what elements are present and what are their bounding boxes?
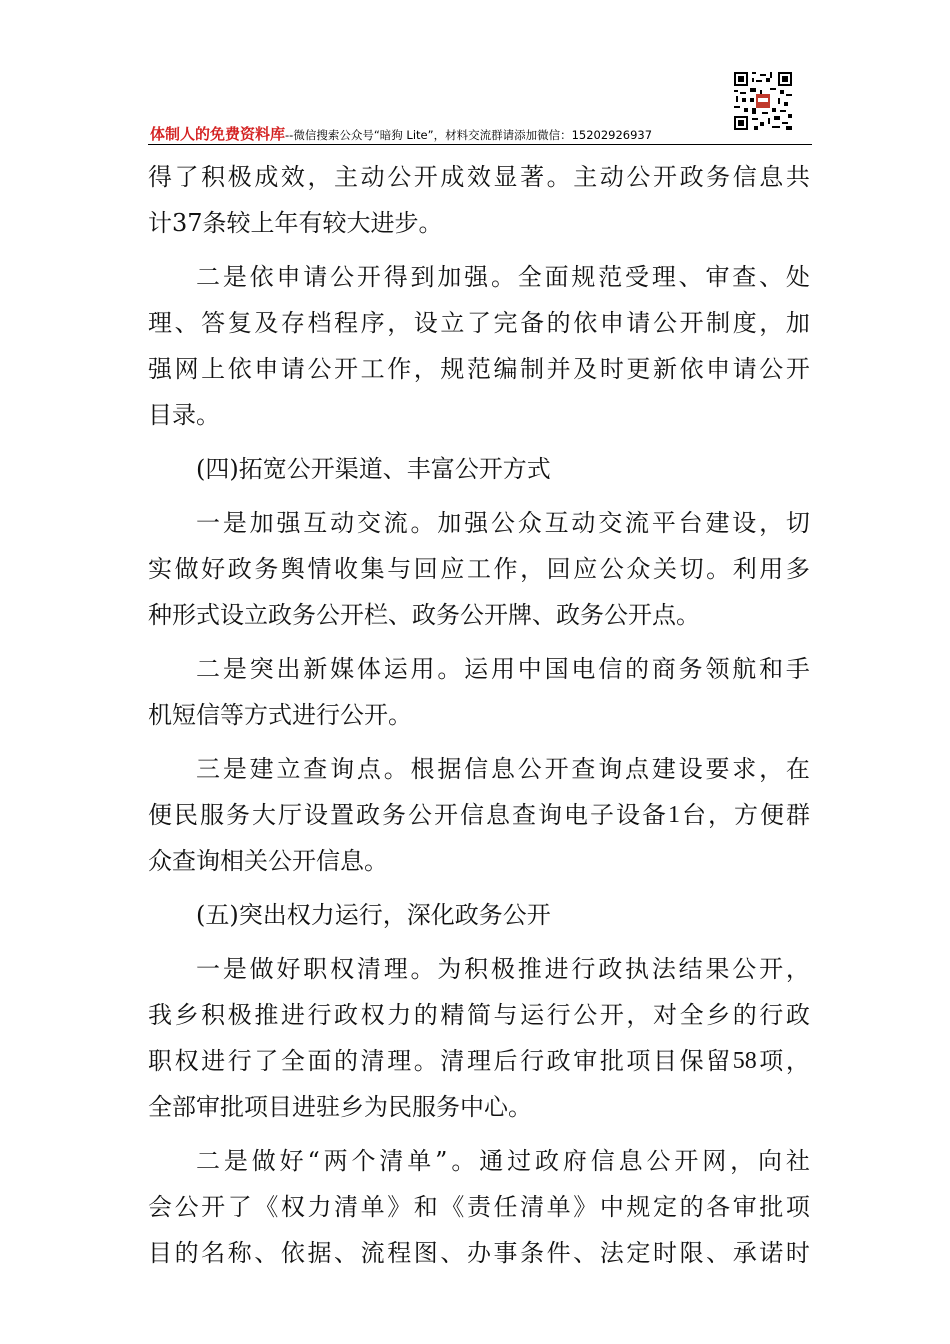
text-line: 会 公 开 了 《 权 力 清 单 》 和 《 责 任 清 单 》 中 规 定 的 各 审 批 项 xyxy=(148,1193,810,1221)
text-line: 便 民 服 务 大 厅 设 置 政 务 公 开 信 息 查 询 电 子 设 备 1 台 ， 方 便 群 xyxy=(148,801,810,829)
paragraph xyxy=(148,1138,810,1276)
text-line: 计37条较上年有较大进步。 xyxy=(148,209,443,237)
text-line: 职 权 进 行 了 全 面 的 清 理 。 清 理 后 行 政 审 批 项 目 保 留 58 项 ， xyxy=(148,1047,810,1075)
header-divider xyxy=(148,144,812,145)
text-line: 二 是 突 出 新 媒 体 运 用 。 运 用 中 国 电 信 的 商 务 领 航 和 手 xyxy=(196,655,810,683)
header-tagline: --微信搜索公众号“暗狗 Lite”，材料交流群请添加微信：15202926937 xyxy=(285,128,653,142)
paragraph xyxy=(148,154,810,246)
section-heading xyxy=(148,446,810,492)
text-line: 一 是 做 好 职 权 清 理 。 为 积 极 推 进 行 政 执 法 结 果 公 开 ， xyxy=(196,955,810,983)
text-line: 目录。 xyxy=(148,401,220,429)
text-line: 我 乡 积 极 推 进 行 政 权 力 的 精 简 与 运 行 公 开 ， 对 全 乡 的 行 政 xyxy=(148,1001,810,1029)
text-line: 强 网 上 依 申 请 公 开 工 作 ， 规 范 编 制 并 及 时 更 新 依 申 请 公 开 xyxy=(148,355,810,383)
text-line: 得 了 积 极 成 效 ， 主 动 公 开 成 效 显 著 。 主 动 公 开 政 务 信 息 共 xyxy=(148,163,810,191)
text-line: 目 的 名 称 、 依 据 、 流 程 图 、 办 事 条 件 、 法 定 时 限 、 承 诺 时 xyxy=(148,1239,810,1267)
text-line: 二 是 依 申 请 公 开 得 到 加 强 。 全 面 规 范 受 理 、 审 查 、 处 xyxy=(196,263,810,291)
qr-code-icon xyxy=(734,72,792,130)
text-line: (四)拓宽公开渠道、丰富公开方式 xyxy=(196,455,551,483)
paragraph xyxy=(148,946,810,1130)
text-line: 一 是 加 强 互 动 交 流 。 加 强 公 众 互 动 交 流 平 台 建 设 ， 切 xyxy=(196,509,810,537)
section-heading xyxy=(148,892,810,938)
text-line: (五)突出权力运行，深化政务公开 xyxy=(196,901,551,929)
text-line: 机短信等方式进行公开。 xyxy=(148,701,412,729)
text-line: 三 是 建 立 查 询 点 。 根 据 信 息 公 开 查 询 点 建 设 要 求 ， 在 xyxy=(196,755,810,783)
paragraph xyxy=(148,646,810,738)
text-line: 众查询相关公开信息。 xyxy=(148,847,388,875)
text-line: 种形式设立政务公开栏、政务公开牌、政务公开点。 xyxy=(148,601,700,629)
page-header xyxy=(148,70,812,146)
header-text xyxy=(150,123,652,144)
paragraph xyxy=(148,500,810,638)
text-line: 实 做 好 政 务 舆 情 收 集 与 回 应 工 作 ， 回 应 公 众 关 切 。 利 用 多 xyxy=(148,555,810,583)
paragraph xyxy=(148,254,810,438)
paragraph xyxy=(148,746,810,884)
header-brand: 体制人的免费资料库 xyxy=(150,125,286,143)
text-line: 二 是 做 好 “ 两 个 清 单 ” 。 通 过 政 府 信 息 公 开 网 ， 向 社 xyxy=(196,1147,810,1175)
text-line: 理 、 答 复 及 存 档 程 序 ， 设 立 了 完 备 的 依 申 请 公 开 制 度 ， 加 xyxy=(148,309,810,337)
text-line: 全部审批项目进驻乡为民服务中心。 xyxy=(148,1093,532,1121)
document-body xyxy=(148,154,810,1276)
